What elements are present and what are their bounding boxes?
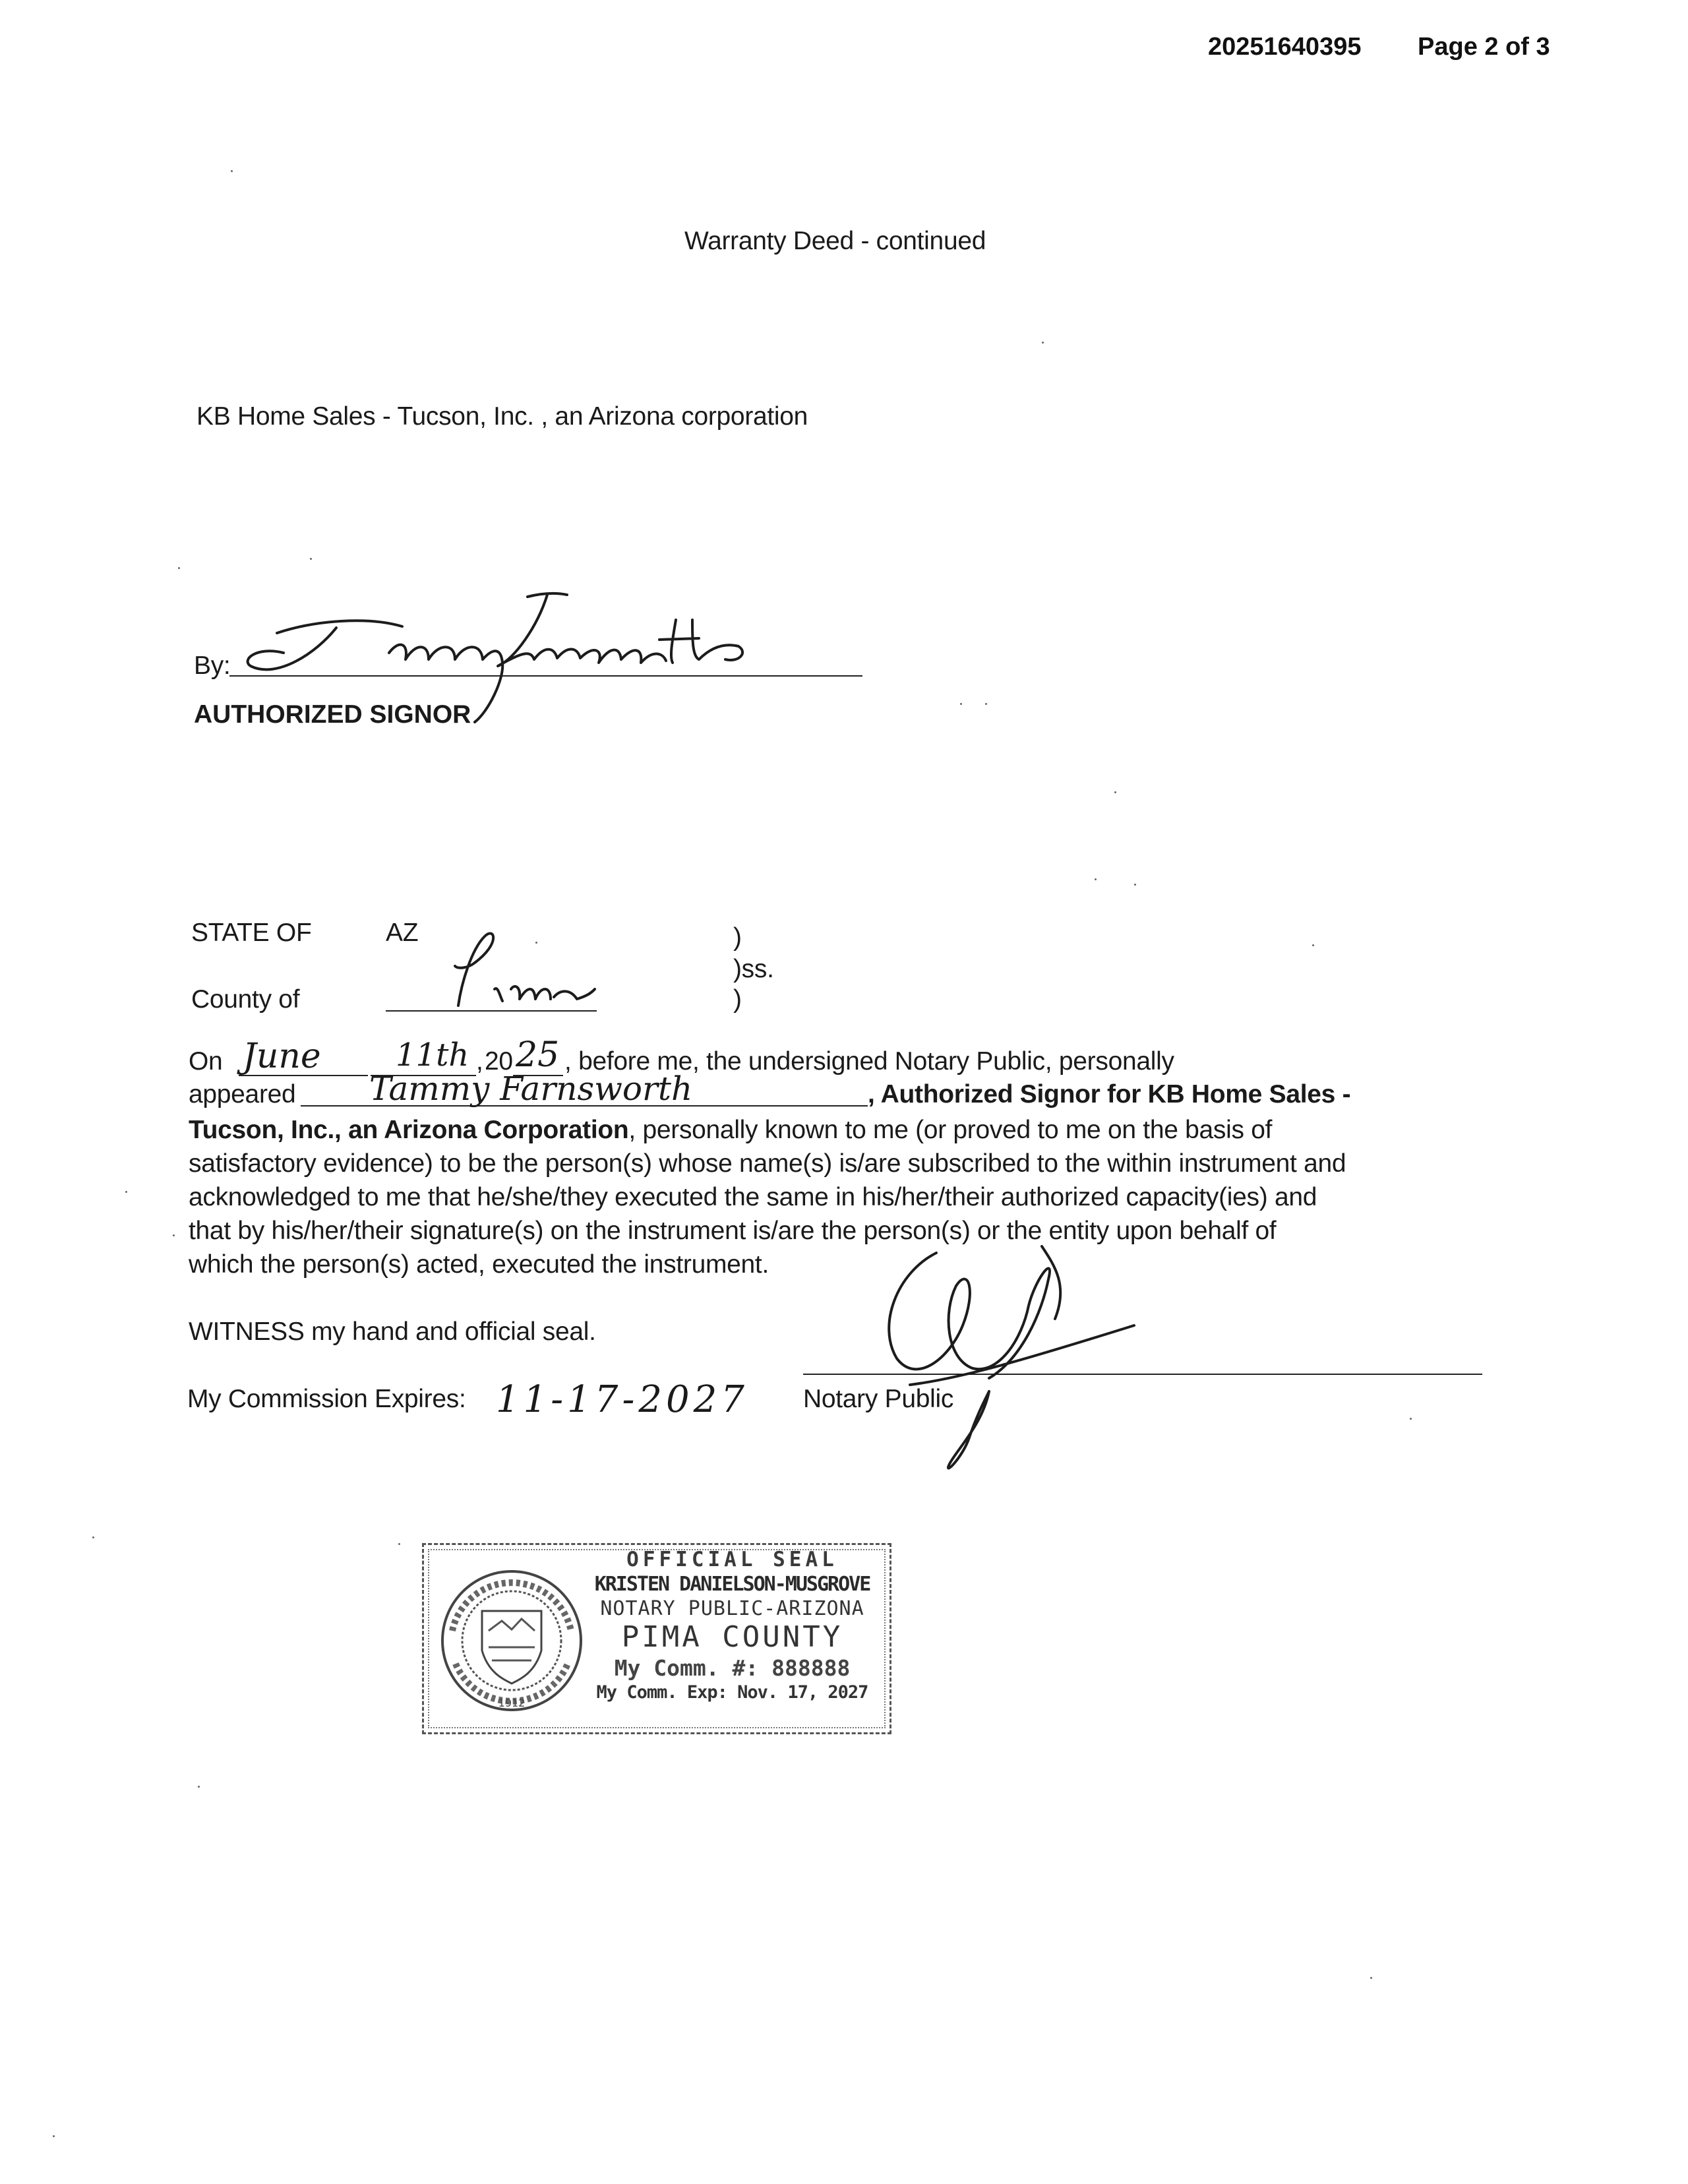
ack-line6: that by his/her/their signature(s) on the instrument is/are the person(s) or the entity upon behalf of [189,1217,1277,1245]
witness-statement: WITNESS my hand and official seal. [189,1318,596,1346]
ack-line3: Tucson, Inc., an Arizona Corporation, personally known to me (or proved to me on the basis of [189,1116,1273,1144]
commission-date-handwriting: 11-17-2027 [496,1378,748,1421]
seal-commission-number: My Comm. #: 888888 [614,1655,851,1681]
date-month-handwriting: June [243,1037,321,1076]
notary-signature [857,1227,1147,1517]
page-indicator: Page 2 of 3 [1418,33,1550,61]
year-prefix: 20 [485,1047,513,1076]
venue-paren-bottom: ) [733,985,742,1014]
state-label: STATE OF [191,919,312,947]
county-handwriting [422,923,600,1016]
seal-commission-expiration: My Comm. Exp: Nov. 17, 2027 [596,1682,868,1703]
ack-line4: satisfactory evidence) to be the person(s) whose name(s) is/are subscribed to the within instrument and [189,1149,1346,1178]
notary-public-label: Notary Public [803,1385,954,1413]
appeared-name-handwriting: Tammy Farnsworth [369,1070,693,1108]
date-day-handwriting: 11th [396,1037,469,1074]
notary-seal-stamp [422,1543,891,1734]
document-number: 20251640395 [1208,33,1362,61]
authorized-signor-label: AUTHORIZED SIGNOR [194,700,471,729]
seal-notary-name: KRISTEN DANIELSON-MUSGROVE [594,1573,870,1596]
arizona-state-seal-emblem [436,1558,588,1723]
grantor-name: KB Home Sales - Tucson, Inc. , an Arizona corporation [196,402,808,431]
by-label: By: [194,652,231,680]
seal-text-block [582,1548,882,1703]
seal-notary-public-arizona: NOTARY PUBLIC-ARIZONA [600,1597,864,1620]
year-suffix-handwriting: 25 [516,1035,560,1075]
on-label: On [189,1047,223,1076]
appeared-label: appeared [189,1080,296,1108]
state-value: AZ [386,919,419,947]
venue-paren-top: ) [733,923,742,952]
ack-line5: acknowledged to me that he/she/they executed the same in his/her/their authorized capacity(ies) and [189,1183,1317,1211]
ack-line1-text: , before me, the undersigned Notary Public, personally [564,1047,1174,1076]
county-label: County of [191,985,300,1014]
year-comma: , [476,1047,483,1076]
acknowledgment-paragraph [189,1113,1481,1281]
seal-county: PIMA COUNTY [621,1620,843,1654]
appeared-title: , Authorized Signor for KB Home Sales - [868,1080,1351,1108]
document-title: Warranty Deed - continued [684,227,986,255]
seal-title: OFFICIAL SEAL [626,1548,838,1571]
svg-text:1912: 1912 [498,1697,526,1709]
venue-ss: )ss. [733,955,774,983]
commission-label: My Commission Expires: [187,1385,466,1413]
ack-line7: which the person(s) acted, executed the instrument. [189,1250,769,1279]
